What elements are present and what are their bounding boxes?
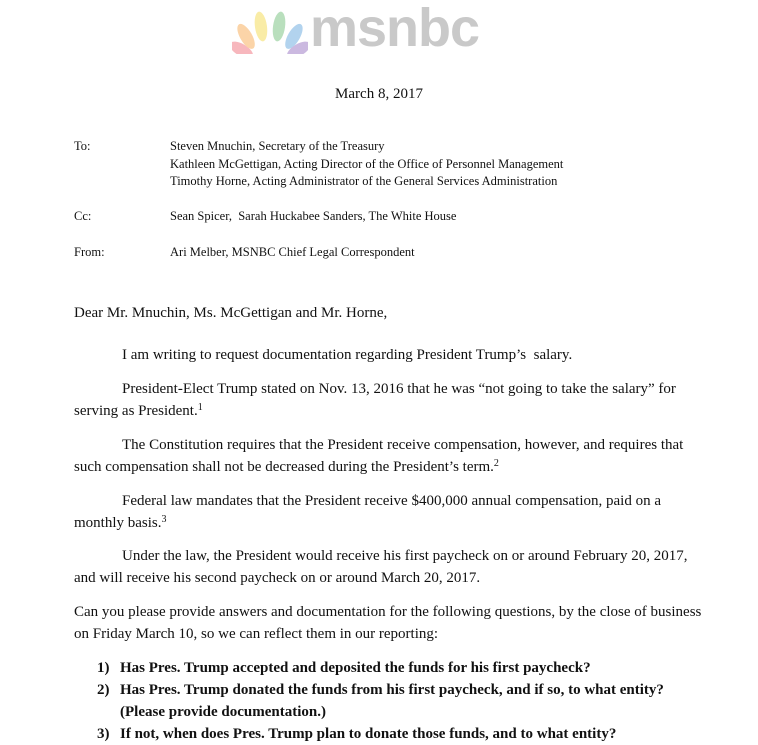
question-number: 1): [97, 660, 110, 676]
peacock-feather-3: [253, 11, 269, 42]
question-item: [74, 657, 702, 679]
question-number: 3): [97, 726, 110, 742]
to-recipient: Kathleen McGettigan, Acting Director of the Office of Personnel Management: [170, 156, 564, 171]
paragraph: [74, 490, 702, 534]
cc-value: Sean Spicer, Sarah Huckabee Sanders, The White House: [170, 209, 457, 223]
paragraph-text: Under the law, the President would receive his first paycheck on or around February 20, 2017, and will receive his second paycheck on or around March 20, 2017.: [74, 548, 688, 586]
question-item: [74, 679, 702, 723]
question-text: If not, when does Pres. Trump plan to donate those funds, and to what entity?: [120, 726, 617, 742]
footnote-marker: 1: [197, 402, 203, 413]
paragraph-text: President-Elect Trump stated on Nov. 13, 2016 that he was “not going to take the salary” for serving as President.: [74, 381, 676, 419]
cc-label: Cc:: [74, 209, 92, 223]
paragraph: [74, 378, 702, 422]
logo-wordmark: msnbc: [310, 0, 480, 58]
paragraph: [74, 545, 702, 589]
from-value: Ari Melber, MSNBC Chief Legal Correspondent: [170, 245, 415, 259]
paragraph-text: Federal law mandates that the President receive $400,000 annual compensation, paid on a monthly basis.: [74, 493, 661, 531]
request-paragraph: Can you please provide answers and documentation for the following questions, by the close of business on Friday March 10, so we can reflect them in our reporting:: [74, 604, 702, 642]
from-label: From:: [74, 245, 105, 259]
to-recipients: [170, 138, 563, 191]
peacock-feather-4: [271, 11, 287, 42]
letter-date: March 8, 2017: [335, 86, 423, 102]
paragraph: [74, 344, 702, 366]
paragraph-text: The Constitution requires that the President receive compensation, however, and requires that such compensation shall not be decreased during the President’s term.: [74, 437, 684, 475]
salutation: Dear Mr. Mnuchin, Ms. McGettigan and Mr. Horne,: [74, 305, 388, 321]
footnote-marker: 3: [161, 514, 167, 525]
peacock-icon: [232, 8, 308, 54]
footnote-marker: 2: [493, 458, 499, 469]
questions-list: [74, 657, 702, 745]
question-text: Has Pres. Trump donated the funds from his first paycheck, and if so, to what entity? (Please provide documentation.): [120, 682, 664, 720]
msnbc-logo: [232, 0, 480, 58]
paragraph: [74, 434, 702, 478]
to-recipient: Timothy Horne, Acting Administrator of the General Services Administration: [170, 174, 558, 188]
question-number: 2): [97, 682, 110, 698]
question-item: [74, 723, 702, 745]
to-recipient: Steven Mnuchin, Secretary of the Treasury: [170, 139, 385, 153]
to-label: To:: [74, 139, 91, 153]
paragraph-text: I am writing to request documentation regarding President Trump’s salary.: [122, 347, 573, 363]
question-text: Has Pres. Trump accepted and deposited the funds for his first paycheck?: [120, 660, 591, 676]
